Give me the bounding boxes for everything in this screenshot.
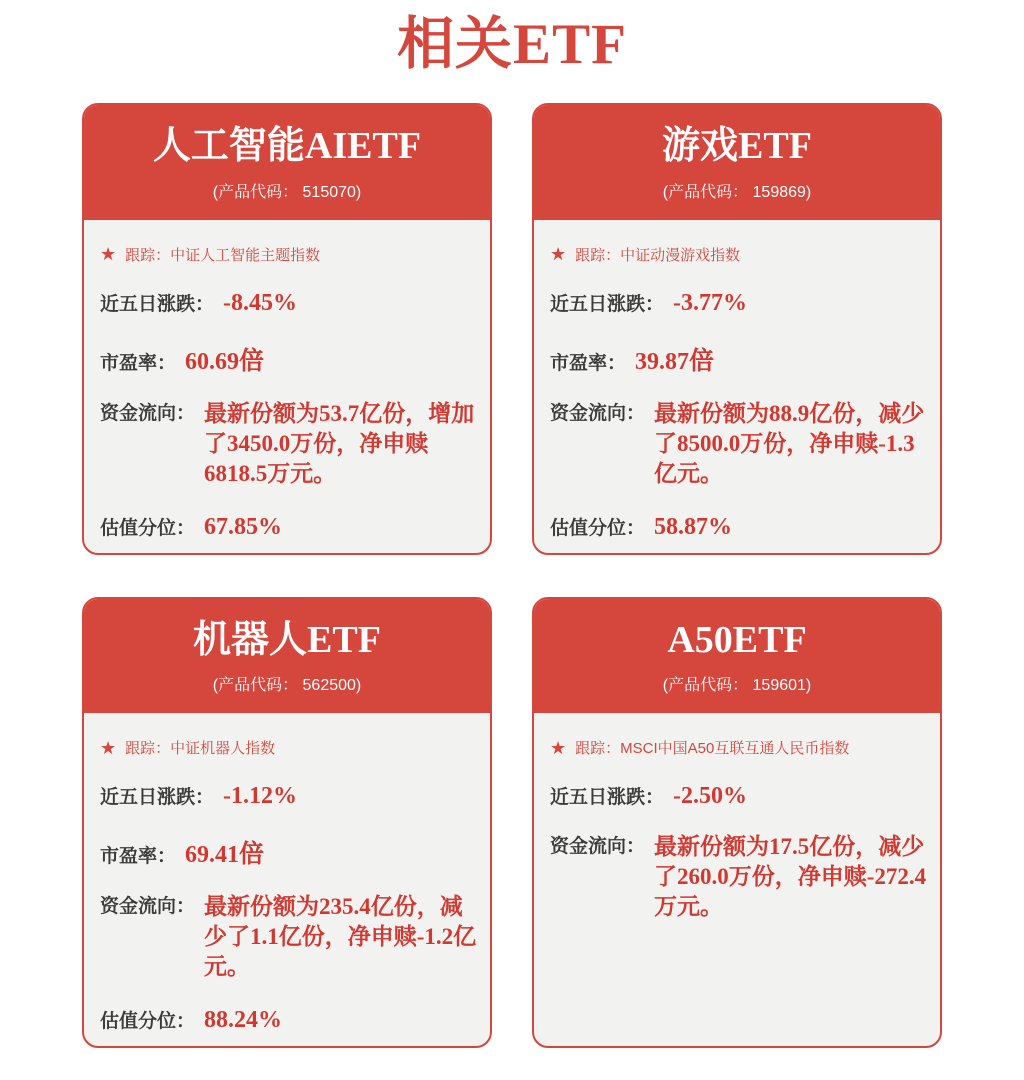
flow-row bbox=[550, 399, 928, 489]
etf-card-aietf bbox=[82, 103, 492, 555]
card-product-code: (产品代码： 515070) bbox=[212, 183, 362, 201]
flow-row bbox=[100, 399, 478, 489]
card-title: 人工智能AIETF bbox=[152, 125, 422, 167]
valuation-value: 58.87% bbox=[654, 513, 733, 540]
valuation-row bbox=[550, 513, 928, 541]
card-header bbox=[534, 599, 940, 714]
pe-label: 市盈率： bbox=[100, 352, 177, 374]
etf-card-robot bbox=[82, 597, 492, 1049]
flow-label: 资金流向： bbox=[550, 402, 646, 424]
valuation-row bbox=[100, 1006, 478, 1034]
flow-value: 最新份额为17.5亿份，减少了260.0万份，净申赎-272.4万元。 bbox=[654, 834, 927, 919]
change-value: -8.45% bbox=[223, 289, 298, 316]
change-row bbox=[550, 782, 928, 810]
flow-value: 最新份额为53.7亿份，增加了3450.0万份，净申赎6818.5万元。 bbox=[204, 400, 475, 486]
star-icon: ★ bbox=[100, 244, 117, 264]
page-title: 相关ETF bbox=[397, 13, 627, 76]
track-row bbox=[100, 737, 478, 758]
etf-cards-grid bbox=[82, 103, 942, 1048]
card-product-code: (产品代码： 159869) bbox=[662, 183, 812, 201]
flow-row bbox=[550, 832, 928, 922]
track-index: 中证机器人指数 bbox=[170, 740, 276, 757]
card-title: A50ETF bbox=[667, 618, 807, 661]
flow-label: 资金流向： bbox=[100, 896, 196, 917]
pe-row bbox=[550, 341, 928, 377]
card-title: 机器人ETF bbox=[193, 618, 381, 661]
card-body bbox=[534, 220, 940, 553]
pe-label: 市盈率： bbox=[550, 352, 627, 374]
star-icon: ★ bbox=[550, 737, 567, 758]
pe-value: 69.41 bbox=[185, 842, 240, 868]
card-header bbox=[534, 105, 940, 220]
track-label: 跟踪： bbox=[125, 246, 171, 264]
pe-unit: 倍 bbox=[689, 346, 715, 375]
pe-unit: 倍 bbox=[239, 840, 265, 868]
pe-value: 60.69 bbox=[185, 348, 240, 375]
pe-row bbox=[100, 341, 478, 377]
card-title: 游戏ETF bbox=[662, 125, 812, 167]
change-row bbox=[100, 782, 478, 810]
flow-label: 资金流向： bbox=[100, 402, 196, 424]
change-label: 近五日涨跌： bbox=[100, 293, 215, 315]
change-value: -1.12% bbox=[223, 783, 298, 809]
change-row bbox=[550, 289, 928, 317]
track-label: 跟踪： bbox=[125, 740, 171, 757]
track-index: 中证人工智能主题指数 bbox=[170, 246, 321, 264]
valuation-value: 88.24% bbox=[204, 1007, 283, 1033]
valuation-label: 估值分位： bbox=[100, 1011, 196, 1032]
valuation-label: 估值分位： bbox=[100, 517, 196, 539]
change-value: -2.50% bbox=[673, 783, 748, 809]
change-label: 近五日涨跌： bbox=[550, 787, 665, 808]
change-row bbox=[100, 289, 478, 317]
card-header bbox=[84, 105, 490, 220]
card-header bbox=[84, 599, 490, 714]
etf-card-a50 bbox=[532, 597, 942, 1049]
pe-value: 39.87 bbox=[635, 348, 690, 375]
flow-value: 最新份额为235.4亿份，减少了1.1亿份，净申赎-1.2亿元。 bbox=[204, 894, 477, 979]
card-body bbox=[84, 220, 490, 553]
card-product-code: (产品代码： 562500) bbox=[212, 677, 362, 694]
pe-unit: 倍 bbox=[239, 346, 265, 375]
change-label: 近五日涨跌： bbox=[100, 787, 215, 808]
pe-row bbox=[100, 834, 478, 870]
flow-label: 资金流向： bbox=[550, 836, 646, 857]
flow-row bbox=[100, 892, 478, 982]
change-value: -3.77% bbox=[673, 289, 748, 316]
change-label: 近五日涨跌： bbox=[550, 293, 665, 315]
track-index: 中证动漫游戏指数 bbox=[620, 246, 741, 264]
track-label: 跟踪： bbox=[575, 246, 621, 264]
track-row bbox=[550, 737, 928, 758]
valuation-row bbox=[100, 513, 478, 541]
card-body bbox=[534, 713, 940, 934]
etf-card-game bbox=[532, 103, 942, 555]
pe-label: 市盈率： bbox=[100, 846, 177, 867]
flow-value: 最新份额为88.9亿份，减少了8500.0万份，净申赎-1.3亿元。 bbox=[654, 400, 925, 486]
track-index: MSCI中国A50互联互通人民币指数 bbox=[620, 740, 850, 757]
track-label: 跟踪： bbox=[575, 740, 621, 757]
star-icon: ★ bbox=[550, 244, 567, 264]
valuation-value: 67.85% bbox=[204, 513, 283, 540]
star-icon: ★ bbox=[100, 737, 117, 758]
track-row bbox=[550, 244, 928, 265]
valuation-label: 估值分位： bbox=[550, 517, 646, 539]
track-row bbox=[100, 244, 478, 265]
card-product-code: (产品代码： 159601) bbox=[662, 677, 812, 694]
card-body bbox=[84, 713, 490, 1046]
